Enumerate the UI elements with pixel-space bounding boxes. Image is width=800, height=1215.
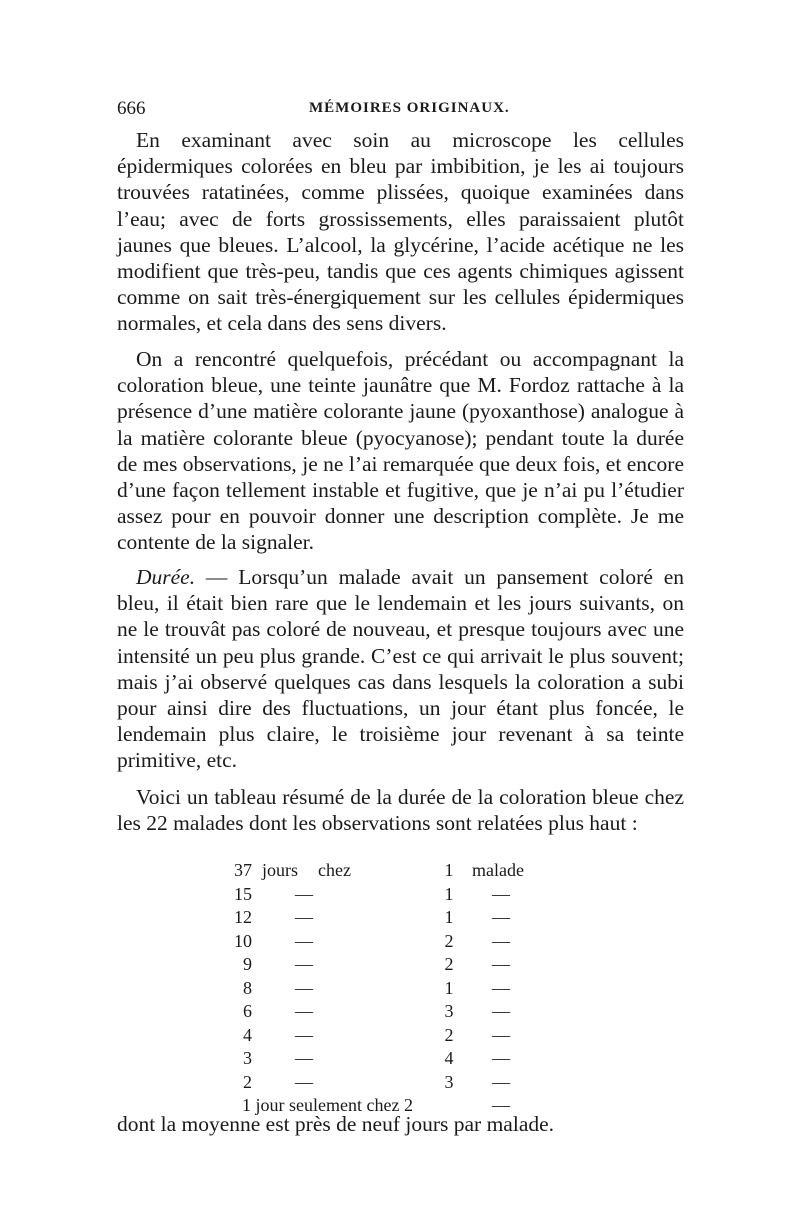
table-days: 3 bbox=[243, 1048, 252, 1068]
table-dash: — bbox=[295, 907, 313, 927]
page-header bbox=[117, 94, 682, 124]
table-days: 4 bbox=[243, 1024, 252, 1045]
table-row bbox=[230, 1048, 530, 1070]
table-malade: malade bbox=[472, 860, 524, 880]
table-count: 1 bbox=[444, 883, 454, 904]
paragraph-4 bbox=[117, 784, 684, 836]
table-count: 2 bbox=[444, 1024, 454, 1045]
table-last-text: 1 jour seulement chez 2 bbox=[242, 1095, 413, 1115]
table-days: 8 bbox=[243, 977, 252, 998]
table-dash: — bbox=[492, 883, 510, 904]
paragraph-3 bbox=[117, 564, 684, 774]
paragraph-1 bbox=[117, 127, 684, 337]
table-dash: — bbox=[295, 977, 313, 998]
table-dash: — bbox=[295, 1001, 313, 1021]
table-days: 9 bbox=[243, 954, 252, 974]
table-dash: — bbox=[492, 977, 510, 998]
table-days: 12 bbox=[234, 907, 252, 927]
table-count: 4 bbox=[444, 1048, 454, 1068]
table-count: 1 bbox=[444, 907, 454, 927]
table-chez: chez bbox=[318, 860, 351, 880]
table-dash: — bbox=[492, 1048, 510, 1068]
table-row bbox=[230, 931, 530, 953]
table-row bbox=[230, 907, 530, 929]
table-dash: — bbox=[295, 1048, 313, 1068]
table-row bbox=[230, 860, 530, 882]
section-lead-duree: Durée. bbox=[136, 565, 196, 589]
table-count: 1 bbox=[444, 977, 454, 998]
table-unit: jours bbox=[262, 860, 298, 880]
conclusion-line: dont la moyenne est près de neuf jours par malade. bbox=[117, 1112, 555, 1136]
table-dash: — bbox=[295, 954, 313, 974]
table-dash: — bbox=[492, 1071, 510, 1092]
table-days: 10 bbox=[234, 930, 252, 951]
table-row bbox=[230, 884, 530, 906]
table-days: 15 bbox=[234, 883, 252, 904]
table-dash: — bbox=[295, 930, 313, 951]
table-dash: — bbox=[295, 883, 313, 904]
paragraph-2 bbox=[117, 346, 684, 556]
table-dash: — bbox=[295, 1024, 313, 1045]
table-dash: — bbox=[492, 1095, 510, 1115]
table-dash: — bbox=[492, 907, 510, 927]
table-dash: — bbox=[295, 1071, 313, 1092]
table-row bbox=[230, 954, 530, 976]
table-days: 37 bbox=[234, 860, 252, 880]
table-days: 2 bbox=[243, 1071, 252, 1092]
table-row bbox=[230, 1001, 530, 1023]
table-dash: — bbox=[492, 930, 510, 951]
table-count: 1 bbox=[444, 860, 454, 880]
page-number: 666 bbox=[117, 98, 146, 119]
table-row bbox=[230, 1025, 530, 1047]
table-count: 3 bbox=[444, 1071, 454, 1092]
paragraph-1-text: En examinant avec soin au microscope les cellules épidermiques colorées en bleu par imbibition, je les ai toujours trouvées ratatinées, comme plissées, quoique examinées dans l’eau; avec de forts grossissements, elles paraissaient plutôt jaunes que bleues. L’alcool, la glycérine, l’acide acétique ne les modifient que très-peu, tandis que ces agents chimiques agissent comme on sait très-énergiquement sur les cellules épidermiques normales, et cela dans des sens divers. bbox=[117, 128, 684, 336]
table-row bbox=[230, 978, 530, 1000]
table-dash: — bbox=[492, 1001, 510, 1021]
table-dash: — bbox=[492, 1024, 510, 1045]
table-dash: — bbox=[492, 954, 510, 974]
paragraph-3-text bbox=[117, 564, 684, 774]
paragraph-4-text: Voici un tableau résumé de la durée de la coloration bleue chez les 22 malades dont les observations sont relatées plus haut : bbox=[117, 785, 684, 836]
table-days: 6 bbox=[243, 1001, 252, 1021]
table-count: 3 bbox=[444, 1001, 454, 1021]
table-row bbox=[230, 1072, 530, 1094]
paragraph-2-text: On a rencontré quelquefois, précédant ou accompagnant la coloration bleue, une teinte jaunâtre que M. Fordoz rattache à la présence d’une matière colorante jaune (pyoxanthose) analogue à la matière colorante bleue (pyocyanose); pendant toute la durée de mes observations, je ne l’ai remarquée que deux fois, et encore d’une façon tellement instable et fugitive, que je n’ai pu l’étudier assez pour en pouvoir donner une description complète. Je me contente de la signaler. bbox=[117, 347, 684, 555]
paragraph-3-body: — Lorsqu’un malade avait un pansement coloré en bleu, il était bien rare que le lendemain et les jours suivants, on ne le trouvât pas coloré de nouveau, et presque toujours avec une intensité un peu plus grande. C’est ce qui arrivait le plus souvent; mais j’ai observé quelques cas dans lesquels la coloration a subi pour ainsi dire des fluctuations, un jour étant plus foncée, le lendemain plus claire, le troisième jour revenant à sa teinte primitive, etc. bbox=[117, 565, 684, 773]
table-count: 2 bbox=[444, 930, 454, 951]
table-count: 2 bbox=[444, 954, 454, 974]
running-head: MÉMOIRES ORIGINAUX. bbox=[309, 100, 510, 116]
